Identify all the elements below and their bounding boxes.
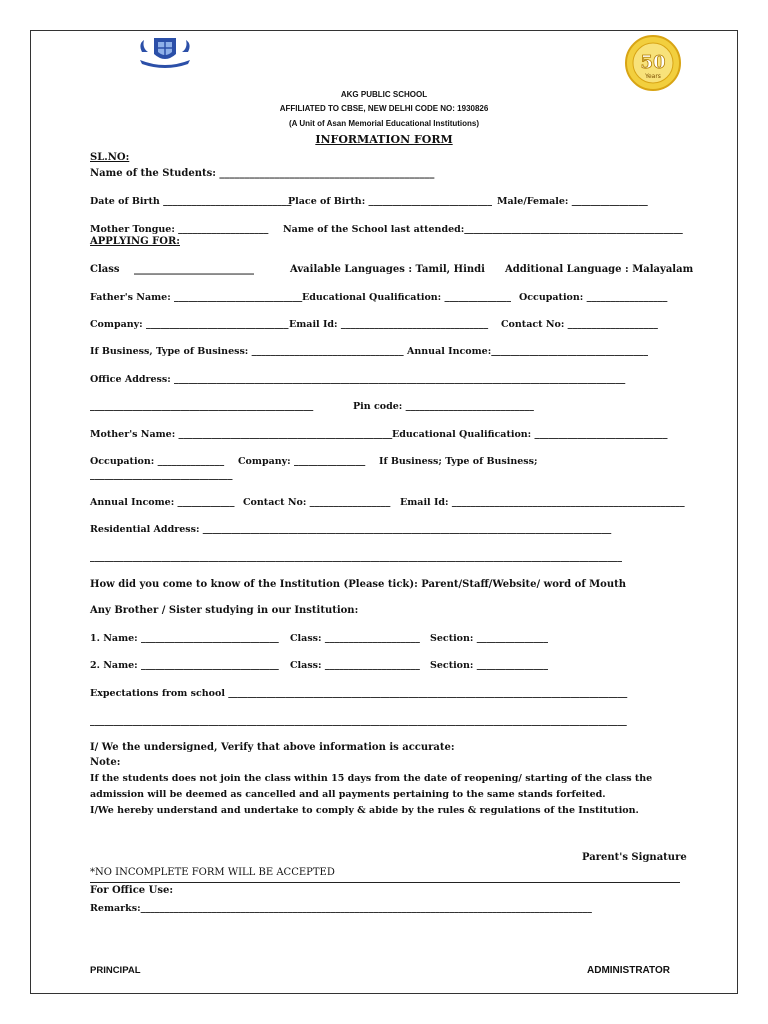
mother-occupation-field[interactable]: Occupation: ______________ bbox=[90, 456, 225, 467]
expectations-field[interactable]: Expectations from school ____________________________________________________________________________________ bbox=[90, 688, 628, 699]
referral-source-question: How did you come to know of the Institution (Please tick): Parent/Staff/Website/ word of Mouth bbox=[90, 579, 627, 590]
pin-code-field[interactable]: Pin code: ___________________________ bbox=[353, 401, 534, 412]
sl-no-label: SL.NO: bbox=[90, 152, 130, 163]
expectations-line2[interactable]: _________________________________________________________________________________________________________________ bbox=[90, 716, 627, 727]
class-label: Class bbox=[90, 264, 120, 275]
mother-name-field[interactable]: Mother's Name: _____________________________________________ bbox=[90, 429, 393, 440]
mother-annual-income-field[interactable]: Annual Income: ____________ bbox=[90, 497, 235, 508]
father-qualification-field[interactable]: Educational Qualification: ______________ bbox=[302, 292, 511, 303]
office-address-field[interactable]: Office Address: _______________________________________________________________________________________________ bbox=[90, 374, 626, 385]
residential-address-field[interactable]: Residential Address: ______________________________________________________________________________________ bbox=[90, 524, 612, 535]
place-of-birth-field[interactable]: Place of Birth: __________________________ bbox=[288, 196, 493, 207]
annual-income-field[interactable]: Annual Income:_________________________________ bbox=[407, 346, 648, 357]
note-line-2: admission will be deemed as cancelled and all payments pertaining to the same stands forfeited. bbox=[90, 789, 606, 800]
last-school-field[interactable]: Name of the School last attended:______________________________________________ bbox=[283, 224, 683, 235]
sibling1-class-field[interactable]: Class: ____________________ bbox=[290, 633, 420, 644]
principal-signatory: PRINCIPAL bbox=[90, 965, 141, 976]
administrator-signatory: ADMINISTRATOR bbox=[587, 965, 670, 976]
undertake-statement: I/We hereby understand and undertake to comply & abide by the rules & regulations of the Institution. bbox=[90, 805, 639, 816]
note-label: Note: bbox=[90, 757, 121, 768]
office-address-line2[interactable]: _______________________________________________ bbox=[90, 401, 314, 412]
sibling2-class-field[interactable]: Class: ____________________ bbox=[290, 660, 420, 671]
residential-address-line2[interactable]: ________________________________________________________________________________________________________________ bbox=[90, 552, 622, 563]
mother-tongue-field[interactable]: Mother Tongue: ___________________ bbox=[90, 224, 269, 235]
available-languages: Available Languages : Tamil, Hindi bbox=[290, 264, 485, 275]
mother-email-field[interactable]: Email Id: _________________________________________________ bbox=[400, 497, 685, 508]
incomplete-form-warning: *NO INCOMPLETE FORM WILL BE ACCEPTED bbox=[90, 867, 335, 878]
mother-contact-field[interactable]: Contact No: _________________ bbox=[243, 497, 391, 508]
office-use-label: For Office Use: bbox=[90, 885, 174, 896]
mother-qualification-field[interactable]: Educational Qualification: ____________________________ bbox=[392, 429, 668, 440]
sibling1-name-field[interactable]: 1. Name: _____________________________ bbox=[90, 633, 279, 644]
svg-text:Years: Years bbox=[645, 73, 661, 80]
affiliation-line: AFFILIATED TO CBSE, NEW DELHI CODE NO: 1930826 bbox=[279, 104, 489, 113]
sibling2-section-field[interactable]: Section: _______________ bbox=[430, 660, 548, 671]
unit-of-line: (A Unit of Asan Memorial Educational Institutions) bbox=[288, 119, 480, 128]
email-field[interactable]: Email Id: _______________________________ bbox=[289, 319, 489, 330]
class-field[interactable]: ________________________ bbox=[134, 264, 254, 275]
applying-for-heading: APPLYING FOR: bbox=[90, 236, 180, 247]
sibling1-section-field[interactable]: Section: _______________ bbox=[430, 633, 548, 644]
father-name-field[interactable]: Father's Name: ___________________________ bbox=[90, 292, 303, 303]
signature-divider bbox=[90, 882, 680, 883]
business-type-field[interactable]: If Business, Type of Business: ________________________________ bbox=[90, 346, 404, 357]
mother-company-field[interactable]: Company: _______________ bbox=[238, 456, 366, 467]
note-line-1: If the students does not join the class within 15 days from the date of reopening/ starting of the class the bbox=[90, 773, 653, 784]
fifty-years-badge-logo bbox=[624, 34, 682, 92]
svg-text:50: 50 bbox=[640, 52, 666, 73]
school-crest-logo bbox=[134, 34, 196, 70]
parent-signature-label: Parent's Signature bbox=[582, 852, 687, 863]
sibling2-name-field[interactable]: 2. Name: _____________________________ bbox=[90, 660, 279, 671]
verify-statement: I/ We the undersigned, Verify that above information is accurate: bbox=[90, 742, 455, 753]
gender-field[interactable]: Male/Female: ________________ bbox=[497, 196, 648, 207]
form-title: INFORMATION FORM bbox=[315, 133, 453, 146]
mother-business-line2[interactable]: ______________________________ bbox=[90, 470, 233, 481]
mother-business-field[interactable]: If Business; Type of Business; bbox=[379, 456, 538, 467]
date-of-birth-field[interactable]: Date of Birth ___________________________ bbox=[90, 196, 292, 207]
school-name: AKG PUBLIC SCHOOL bbox=[340, 90, 428, 99]
sibling-question: Any Brother / Sister studying in our Institution: bbox=[90, 605, 359, 616]
student-name-field[interactable]: Name of the Students: ___________________________________________ bbox=[90, 168, 435, 179]
company-field[interactable]: Company: ______________________________ bbox=[90, 319, 289, 330]
additional-language: Additional Language : Malayalam bbox=[505, 264, 694, 275]
remarks-field[interactable]: Remarks:_______________________________________________________________________________________________ bbox=[90, 903, 592, 914]
father-occupation-field[interactable]: Occupation: _________________ bbox=[519, 292, 668, 303]
contact-no-field[interactable]: Contact No: ___________________ bbox=[501, 319, 658, 330]
